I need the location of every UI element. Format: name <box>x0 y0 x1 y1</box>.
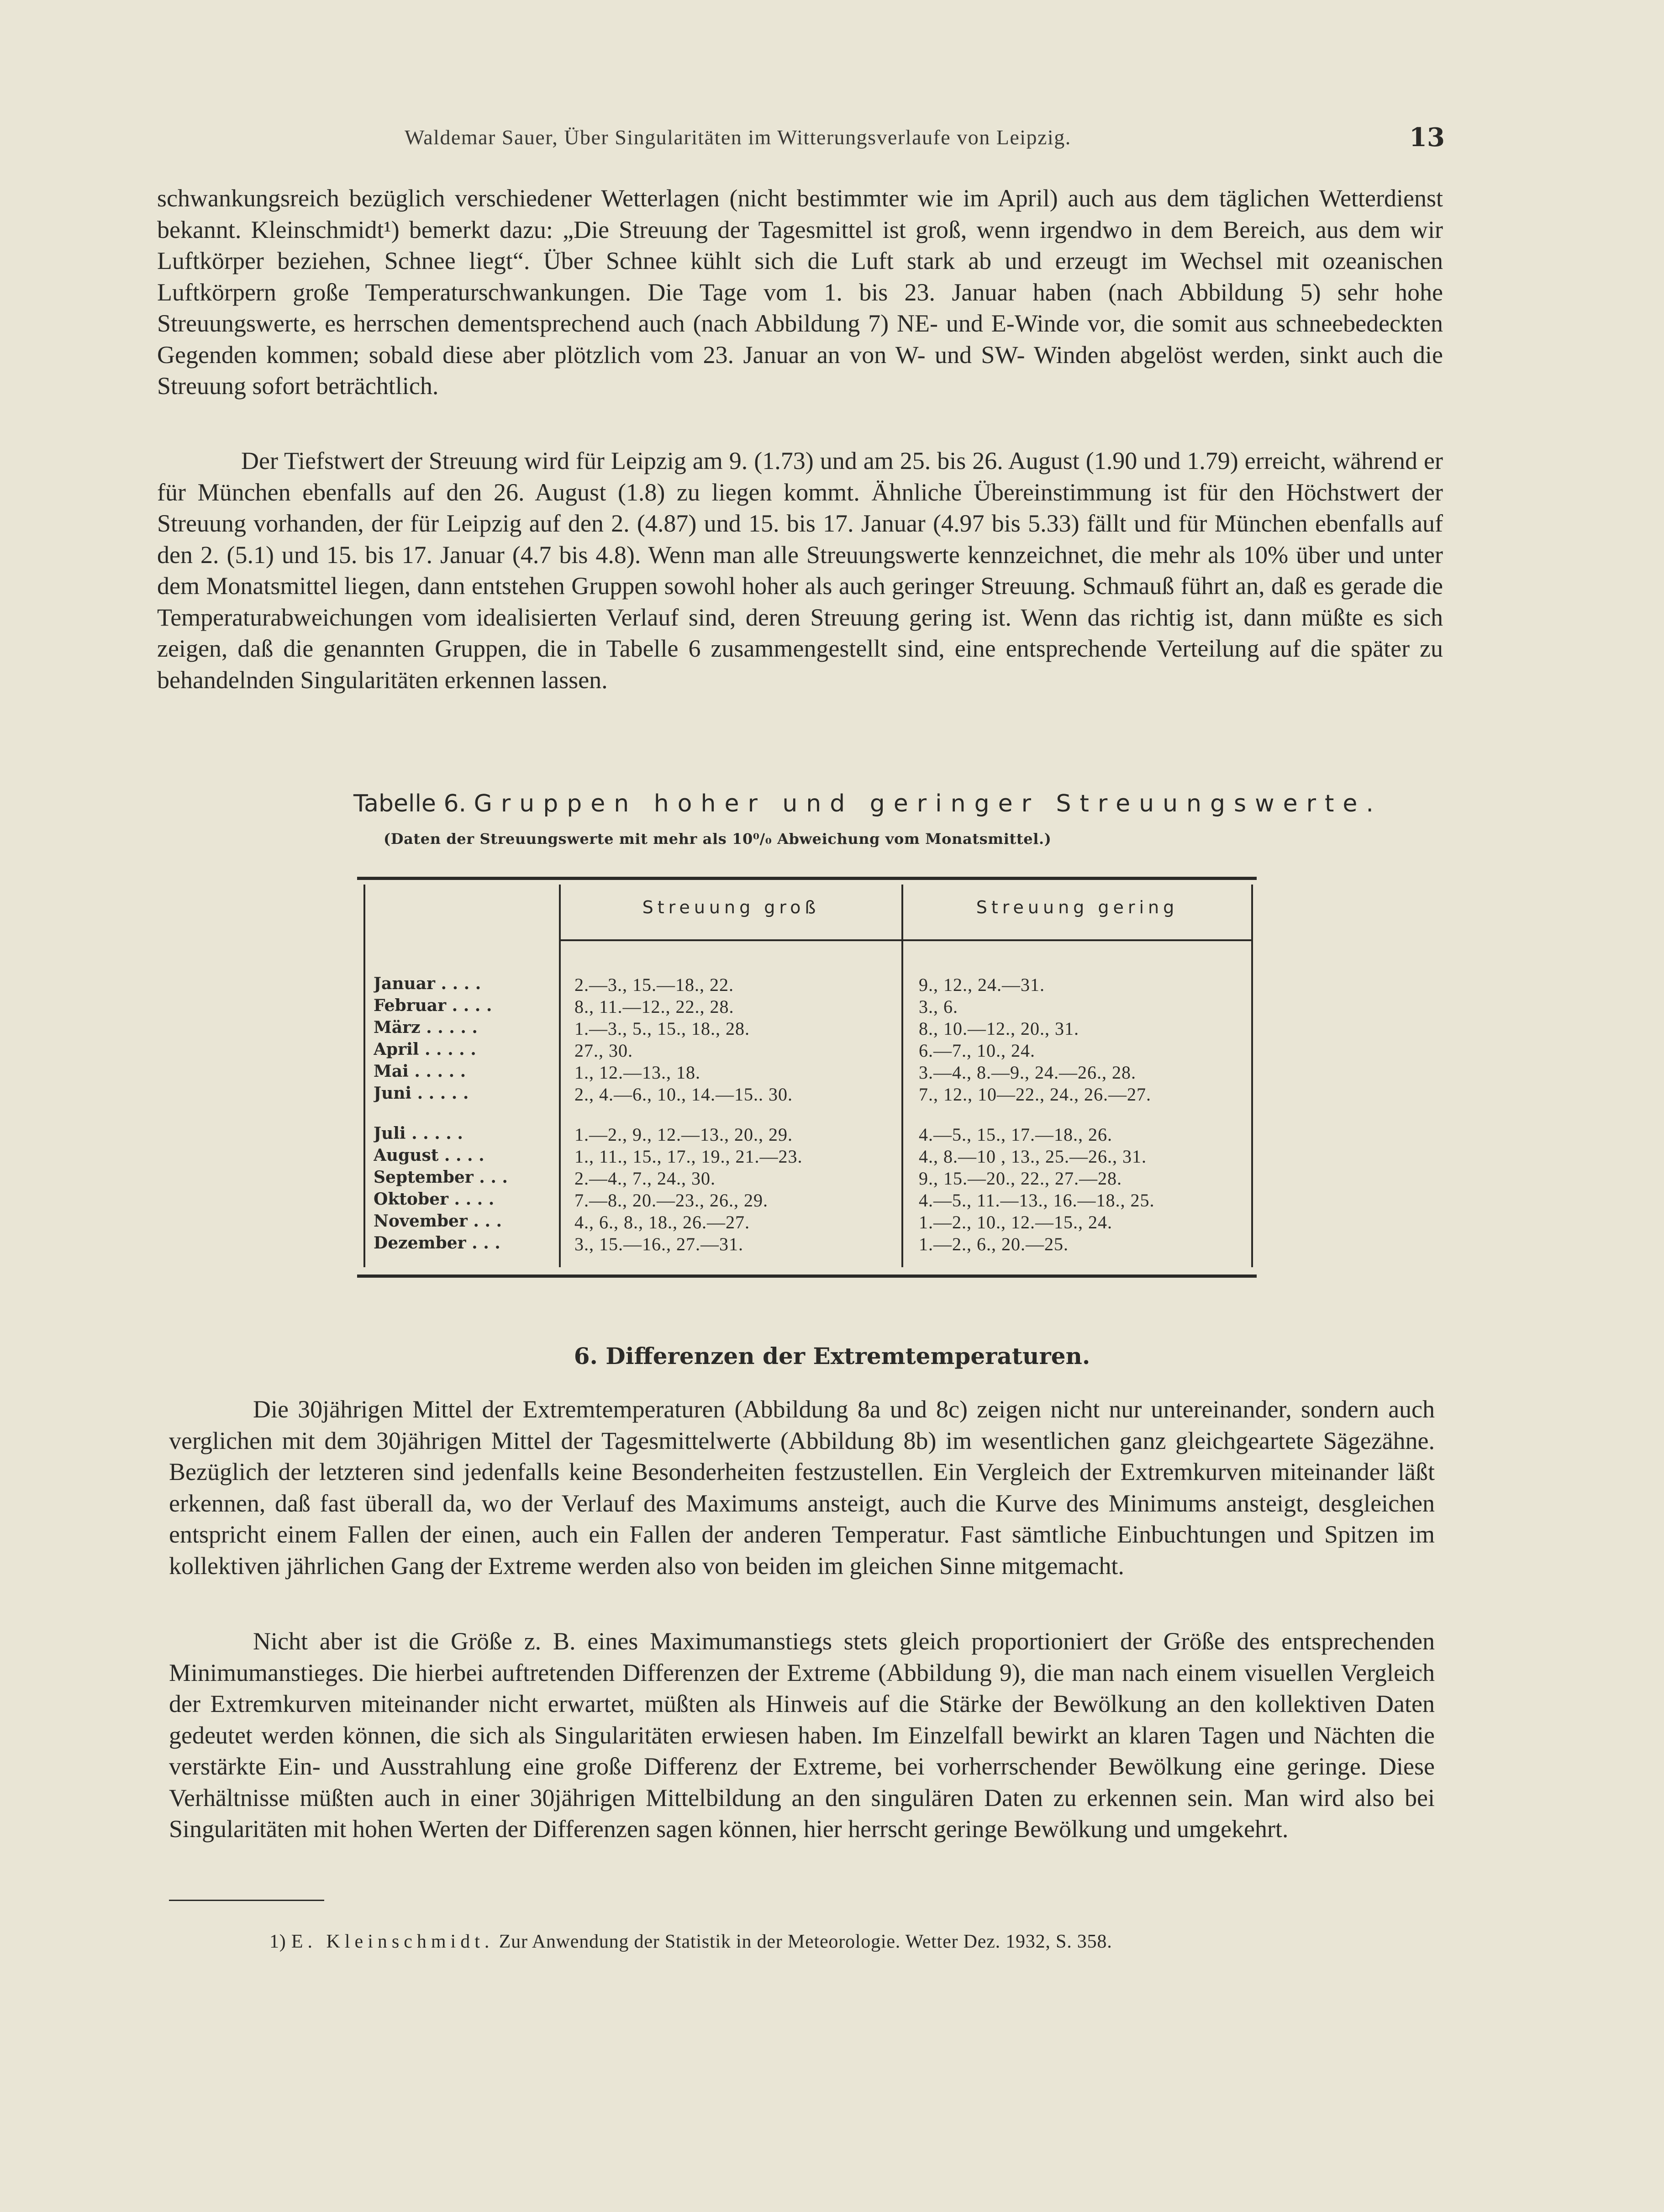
table-title <box>353 790 1382 817</box>
streuung-gering-cell: 1.—2., 6., 20.—25. <box>919 1234 1069 1254</box>
table-row <box>357 996 1257 1018</box>
streuung-gering-cell: 4.—5., 11.—13., 16.—18., 25. <box>919 1190 1155 1211</box>
month-cell: Februar . . . . <box>374 996 492 1015</box>
table-row <box>357 1062 1257 1084</box>
streuung-gross-cell: 8., 11.—12., 22., 28. <box>574 996 734 1017</box>
table-heading: Gruppen hoher und geringer Streuungswerte. <box>474 790 1382 817</box>
streuung-gross-cell: 1.—2., 9., 12.—13., 20., 29. <box>574 1124 793 1145</box>
month-cell: Juli . . . . . <box>374 1124 463 1143</box>
month-cell: März . . . . . <box>374 1018 478 1037</box>
streuung-gering-cell: 3.—4., 8.—9., 24.—26., 28. <box>919 1062 1136 1083</box>
month-cell: Juni . . . . . <box>374 1084 469 1103</box>
streuung-gross-cell: 4., 6., 8., 18., 26.—27. <box>574 1212 750 1232</box>
streuung-gross-cell: 1., 12.—13., 18. <box>574 1062 700 1083</box>
table-row <box>357 1190 1257 1211</box>
month-cell: November . . . <box>374 1211 502 1231</box>
table-row <box>357 1168 1257 1190</box>
column-header-streuung-gross: Streuung groß <box>642 897 820 917</box>
table-row <box>357 1040 1257 1062</box>
table-row <box>357 974 1257 996</box>
month-cell: September . . . <box>374 1168 508 1187</box>
streuung-gering-cell: 3., 6. <box>919 996 958 1017</box>
table-row <box>357 1084 1257 1106</box>
month-cell: Januar . . . . <box>374 974 481 993</box>
table-row <box>357 1124 1257 1146</box>
paragraph-2: Der Tiefstwert der Streuung wird für Leipzig am 9. (1.73) und am 25. bis 26. August (1.90 und 1.79) erreicht, während er für München ebenfalls auf den 26. August (1.8) zu liegen kommt. Ähnliche Übereinstimmung ist für den Höchstwert der Streuung vorhanden, der für Leipzig auf den 2. (4.87) und 15. bis 17. Januar (4.97 bis 5.33) fällt und für München ebenfalls auf den 2. (5.1) und 15. bis 17. Januar (4.7 bis 4.8). Wenn man alle Streuungswerte kennzeichnet, die mehr als 10% über und unter dem Monatsmittel liegen, dann entstehen Gruppen sowohl hoher als auch geringer Streuung. Schmauß führt an, daß es gerade die Temperaturabweichungen vom idealisierten Verlauf sind, deren Streuung gering ist. Wenn das richtig ist, dann müßte es sich zeigen, daß die genannten Gruppen, die in Tabelle 6 zusammengestellt sind, eine entsprechende Verteilung auf die später zu behandelnden Singularitäten erkennen lassen. <box>157 447 1443 694</box>
footnote-marker: 1) <box>269 1931 286 1952</box>
streuung-gross-cell: 3., 15.—16., 27.—31. <box>574 1234 743 1254</box>
running-header: Waldemar Sauer, Über Singularitäten im Witterungsverlaufe von Leipzig. <box>405 126 1071 149</box>
paragraph-4: Nicht aber ist die Größe z. B. eines Maximumanstiegs stets gleich proportioniert der Größe des entsprechenden Minimumanstieges. Die hierbei auftretenden Differenzen der Extreme (Abbildung 9), die man nach einem visuellen Vergleich der Extremkurven miteinander nicht erwartet, müßten als Hinweis auf die Stärke der Bewölkung an den kollektiven Daten gedeutet werden können, die sich als Singularitäten erwiesen haben. Im Einzelfall bewirkt an klaren Tagen und Nächten die verstärkte Ein- und Ausstrahlung eine große Differenz der Extreme, bei vorherrschender Bewölkung eine geringe. Diese Verhältnisse müßten auch in einer 30jährigen Mittelbildung an den singulären Daten zu erkennen sein. Man wird also bei Singularitäten mit hohen Werten der Differenzen sagen können, hier herrscht geringe Bewölkung und umgekehrt. <box>169 1627 1435 1843</box>
table-row <box>357 1233 1257 1255</box>
footnote <box>269 1931 1112 1953</box>
paragraph-1: schwankungsreich bezüglich verschiedener Wetterlagen (nicht bestimmter wie im April) auch aus dem täglichen Wetterdienst bekannt. Kleinschmidt¹) bemerkt dazu: „Die Streuung der Tagesmittel ist groß, wenn irgendwo in dem Bereich, aus dem wir Luftkörper beziehen, Schnee liegt“. Über Schnee kühlt sich die Luft stark ab und erzeugt im Wechsel mit ozeanischen Luftkörpern große Temperaturschwankungen. Die Tage vom 1. bis 23. Januar haben (nach Abbildung 5) sehr hohe Streuungswerte, es herrschen dementsprechend auch (nach Abbildung 7) NE- und E-Winde vor, die somit aus schneebedeckten Gegenden kommen; sobald diese aber plötzlich vom 23. Januar an von W- und SW- Winden abgelöst werden, sinkt auch die Streuung sofort beträchtlich. <box>157 184 1443 400</box>
month-cell: Oktober . . . . <box>374 1190 495 1209</box>
streuung-gross-cell: 1., 11., 15., 17., 19., 21.—23. <box>574 1146 803 1167</box>
streuung-gross-cell: 27., 30. <box>574 1040 633 1061</box>
streuung-gering-cell: 4., 8.—10 , 13., 25.—26., 31. <box>919 1146 1147 1167</box>
streuung-gering-cell: 9., 12., 24.—31. <box>919 974 1045 995</box>
paragraph-3: Die 30jährigen Mittel der Extremtemperaturen (Abbildung 8a und 8c) zeigen nicht nur untereinander, sondern auch verglichen mit dem 30jährigen Mittel der Tagesmittelwerte (Abbildung 8b) im wesentlichen ganz gleichgeartete Sägezähne. Bezüglich der letzteren sind jedenfalls keine Besonderheiten festzustellen. Ein Vergleich der Extremkurven miteinander läßt erkennen, daß fast überall da, wo der Verlauf des Maximums ansteigt, auch die Kurve des Minimums ansteigt, desgleichen entspricht einem Fallen der einen, auch ein Fallen der anderen Temperatur. Fast sämtliche Einbuchtungen und Spitzen im kollektiven jährlichen Gang der Extreme werden also von beiden im gleichen Sinne mitgemacht. <box>169 1396 1435 1580</box>
streuung-gering-cell: 4.—5., 15., 17.—18., 26. <box>919 1124 1112 1145</box>
table-row <box>357 1018 1257 1040</box>
table-label: Tabelle 6. <box>353 790 467 817</box>
footnote-rule <box>169 1900 324 1901</box>
streuung-gross-cell: 7.—8., 20.—23., 26., 29. <box>574 1190 768 1211</box>
table-row <box>357 1146 1257 1168</box>
streuung-gross-cell: 2.—3., 15.—18., 22. <box>574 974 734 995</box>
table-row <box>357 1211 1257 1233</box>
column-header-streuung-gering: Streuung gering <box>976 897 1179 917</box>
table-subtitle: (Daten der Streuungswerte mit mehr als 10⁰/₀ Abweichung vom Monatsmittel.) <box>384 830 1052 848</box>
month-cell: April . . . . . <box>374 1040 476 1059</box>
streuung-gross-cell: 2.—4., 7., 24., 30. <box>574 1168 716 1189</box>
streuung-gering-cell: 1.—2., 10., 12.—15., 24. <box>919 1212 1112 1232</box>
page-number: 13 <box>1409 122 1445 153</box>
streuung-gering-cell: 9., 15.—20., 22., 27.—28. <box>919 1168 1122 1189</box>
streuung-gering-cell: 7., 12., 10—22., 24., 26.—27. <box>919 1084 1151 1105</box>
month-cell: Dezember . . . <box>374 1233 500 1253</box>
month-cell: Mai . . . . . <box>374 1062 466 1081</box>
data-table <box>357 877 1257 1278</box>
streuung-gross-cell: 2., 4.—6., 10., 14.—15.. 30. <box>574 1084 793 1105</box>
table-header-rule <box>559 939 1251 941</box>
streuung-gering-cell: 8., 10.—12., 20., 31. <box>919 1018 1079 1039</box>
footnote-text: Zur Anwendung der Statistik in der Meteorologie. Wetter Dez. 1932, S. 358. <box>499 1931 1112 1952</box>
streuung-gross-cell: 1.—3., 5., 15., 18., 28. <box>574 1018 750 1039</box>
streuung-gering-cell: 6.—7., 10., 24. <box>919 1040 1035 1061</box>
section-heading: 6. Differenzen der Extremtemperaturen. <box>574 1343 1090 1369</box>
footnote-author: E. Kleinschmidt. <box>291 1931 494 1952</box>
month-cell: August . . . . <box>374 1146 484 1165</box>
